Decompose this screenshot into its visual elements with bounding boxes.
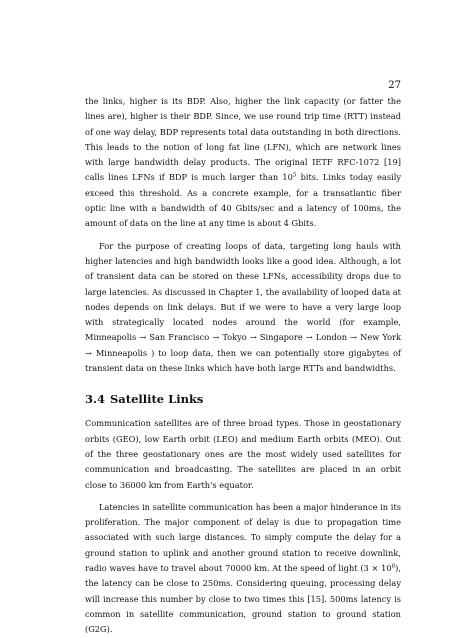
section-title: Satellite Links bbox=[110, 392, 204, 407]
page-number: 27 bbox=[388, 80, 401, 91]
section-heading bbox=[85, 392, 401, 406]
paragraph-bdp-text-2: bits. Links today easily exceed this threshold. As a concrete example, for a transatlantic fiber optic line with a bandwidth of 40 Gbits/sec and a latency of 100ms, the amount of data on the line at any time is about 4 Gbits. bbox=[85, 172, 401, 229]
paragraph-satellite-types: Communication satellites are of three broad types. Those in geostationary orbits (GEO), low Earth orbit (LEO) and medium Earth orbits (MEO). Out of the three geostationary ones are the most widely used satellites for communication and broadcasting. The satellites are placed in an orbit close to 36000 km from Earth's equator. bbox=[85, 418, 401, 490]
paragraph-bdp bbox=[85, 94, 401, 232]
page-content bbox=[85, 94, 401, 638]
superscript-exponent: 5 bbox=[292, 172, 297, 179]
paragraph-latency-text-2: ), the latency can be close to 250ms. Considering queuing, processing delay will increase this number by close to two times this [15]. 500ms latency is common in satellite communication, ground station to ground station (G2G). bbox=[85, 563, 401, 635]
superscript-exponent: 8 bbox=[391, 563, 396, 570]
paragraph-spacer bbox=[85, 232, 401, 239]
paragraph-satellite-latency bbox=[85, 500, 401, 638]
paragraph-loops: For the purpose of creating loops of data, targeting long hauls with higher latencies and high bandwidth looks like a good idea. Although, a lot of transient data can be stored on these LFNs, accessibility drops due to large latencies. As discussed in Chapter 1, the availability of looped data at nodes depends on link delays. But if we were to have a very large loop with strategically located nodes around the world (for example, Minneapolis → San Francisco → Tokyo → Singapore → London → New York → Minneapolis ) to loop data, then we can potentially store gigabytes of transient data on these links which have both large RTTs and bandwidths. bbox=[85, 240, 401, 374]
paragraph-spacer bbox=[85, 493, 401, 500]
section-number: 3.4 bbox=[85, 392, 106, 407]
paragraph-bdp-text-1: the links, higher is its BDP. Also, higher the link capacity (or fatter the lines are), higher is their BDP. Since, we use round trip time (RTT) instead of one way delay, BDP represents total data outstanding in both directions. This leads to the notion of long fat line (LFN), which are network lines with large bandwidth delay products. The original IETF RFC-1072 [19] calls lines LFNs if BDP is much larger than 10 bbox=[85, 96, 401, 183]
paragraph-latency-text-1: Latencies in satellite communication has been a major hinderance in its proliferation. The major component of delay is due to propagation time associated with such large distances. To simply compute the delay for a ground station to uplink and another ground station to receive downlink, radio waves have to travel about 70000 km. At the speed of light (3 × 10 bbox=[85, 501, 401, 574]
